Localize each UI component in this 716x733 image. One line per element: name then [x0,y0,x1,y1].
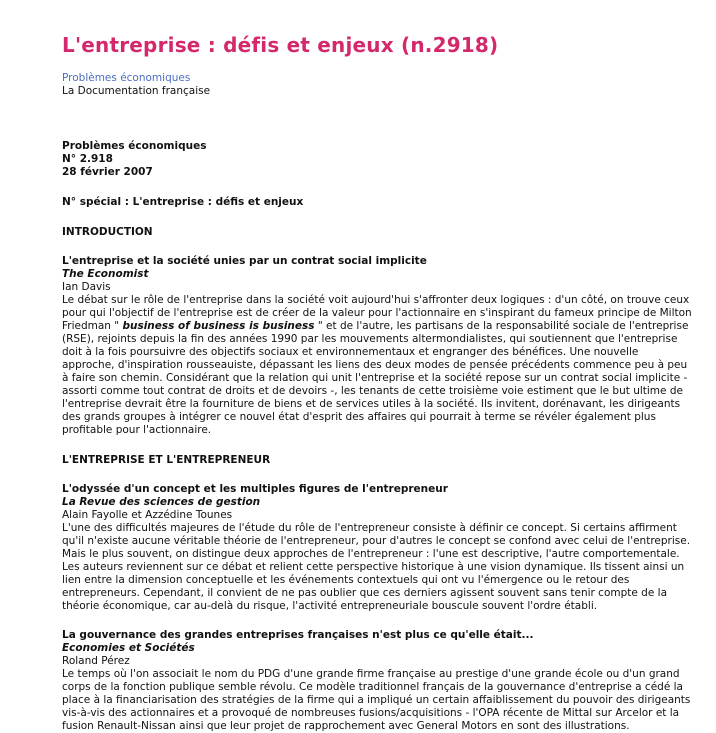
article-summary [62,294,692,437]
article-title: L'odyssée d'un concept et les multiples figures de l'entrepreneur [62,483,448,495]
publication-meta [62,72,692,98]
issue-name: Problèmes économiques [62,140,207,152]
issue-number: N° 2.918 [62,153,113,165]
article [62,483,692,613]
summary-text: " et de l'autre, les partisans de la responsabilité sociale de l'entreprise (RSE), rejoints depuis la fin des années 1990 par les mouvements altermondialistes, qui soutiennent que l'entreprise doit à la fois poursuivre des objectifs sociaux et environnementaux et engranger des bénéfices. Une nouvelle approche, d'inspiration rousseauiste, dépassant les liens des deux modes de pensée précédents commence peu à peu à faire son chemin. Considérant que la relation qui unit l'entreprise et la société repose sur un contrat social implicite - assorti comme tout contrat de droits et de devoirs -, les tenants de cette troisième voie estiment que le but ultime de l'entreprise devrait être la fourniture de biens et de services utiles à la société. Ils invitent, dorénavant, les dirigeants des grands groupes à intégrer ce nouvel état d'esprit des affaires qui pourrait à terme se révéler également plus profitable pour l'actionnaire. [62,320,689,436]
article-title: La gouvernance des grandes entreprises françaises n'est plus ce qu'elle était... [62,629,534,641]
article-source: The Economist [62,268,149,280]
issue-date: 28 février 2007 [62,166,153,178]
page-title: L'entreprise : défis et enjeux (n.2918) [62,33,499,57]
summary-text: Le débat sur le rôle de l'entreprise dans la société voit aujourd'hui s'affronter deux logiques : d'un côté, on trouve ceux pour qui l'objectif de l'entreprise est de créer de la valeur pour l'actionnaire en s'inspirant du fameux principe de Milton Friedman " [62,294,692,332]
collection-link[interactable]: Problèmes économiques [62,72,191,84]
section-heading-introduction: INTRODUCTION [62,226,153,238]
article [62,255,692,437]
special-issue-heading: N° spécial : L'entreprise : défis et enjeux [62,196,304,208]
article-author: Alain Fayolle et Azzédine Tounes [62,509,233,521]
article-summary: Le temps où l'on associait le nom du PDG d'une grande firme française au prestige d'une grande école ou d'un grand corps de la fonction publique semble révolu. Ce modèle traditionnel français de la gouvernance d'entreprise a cédé la place à la financiarisation des stratégies de la firme qui a impliqué un certain affaiblissement du pouvoir des dirigeants vis-à-vis des actionnaires et a provoqué de nombreuses fusions/acquisitions - l'OPA récente de Mittal sur Arcelor et la fusion Renault-Nissan ainsi que leur projet de rapprochement avec General Motors en sont des illustrations. [62,668,691,732]
section-heading-entrepreneur: L'ENTREPRISE ET L'ENTREPRENEUR [62,454,271,466]
article-source: Economies et Sociétés [62,642,195,654]
publisher: La Documentation française [62,85,211,97]
article-source: La Revue des sciences de gestion [62,496,261,508]
article-author: Roland Pérez [62,655,130,667]
article-author: Ian Davis [62,281,111,293]
article-summary: L'une des difficultés majeures de l'étude du rôle de l'entrepreneur consiste à définir ce concept. Si certains affirment qu'il n'existe aucune véritable théorie de l'entrepreneur, pour d'autres le concept se confond avec celui de l'entreprise. Mais le plus souvent, on distingue deux approches de l'entrepreneur : l'une est descriptive, l'autre comportementale. Les auteurs reviennent sur ce débat et relient cette perspective historique à une vision dynamique. Ils tissent ainsi un lien entre la dimension conceptuelle et les événements contextuels qui ont vu l'émergence ou le retour des entrepreneurs. Cependant, il convient de ne pas oublier que ces derniers agissent souvent sans tenir compte de la théorie économique, car au-delà du risque, l'activité entrepreneuriale bouscule souvent l'ordre établi. [62,522,691,612]
quoted-principle: business of business is business [122,320,315,332]
article-title: L'entreprise et la société unies par un contrat social implicite [62,255,427,267]
issue-info [62,140,692,179]
document-page [62,32,692,733]
article [62,629,692,733]
